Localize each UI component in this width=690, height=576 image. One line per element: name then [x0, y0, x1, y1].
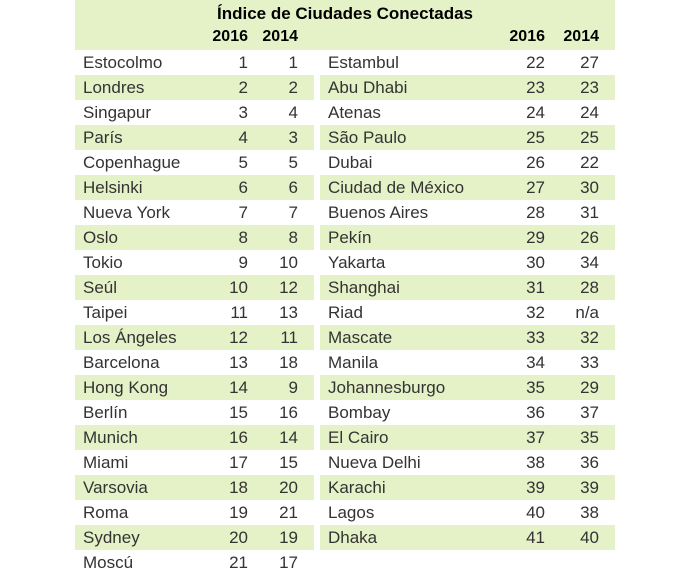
city-name: Nueva Delhi	[328, 453, 421, 472]
rank-2016: 26	[526, 153, 545, 172]
city-name: Los Ángeles	[83, 328, 177, 347]
city-name: Yakarta	[328, 253, 386, 272]
rank-2014: 39	[580, 478, 599, 497]
rank-2016: 7	[238, 203, 248, 222]
table-row	[320, 400, 615, 425]
city-name: Karachi	[328, 478, 386, 497]
table-row	[320, 50, 615, 75]
table-header	[75, 0, 615, 50]
city-name: París	[83, 128, 123, 147]
rank-2016: 14	[229, 378, 248, 397]
table-row	[320, 150, 615, 175]
rank-2014: 6	[288, 178, 298, 197]
rank-2016: 28	[526, 203, 545, 222]
rank-2014: 34	[580, 253, 599, 272]
rank-2014: 26	[580, 228, 599, 247]
city-name: Sydney	[83, 528, 140, 547]
table-row	[75, 75, 314, 100]
city-name: Manila	[328, 353, 379, 372]
rank-2016: 11	[230, 303, 248, 322]
rank-2016: 29	[526, 228, 545, 247]
rank-2014: 30	[580, 178, 599, 197]
rank-2016: 38	[526, 453, 545, 472]
table-row	[75, 200, 314, 225]
table-row	[320, 325, 615, 350]
rank-2014: 21	[279, 503, 298, 522]
rank-2014: 15	[279, 453, 298, 472]
city-name: Seúl	[83, 278, 118, 297]
table-row	[320, 200, 615, 225]
table-row	[75, 150, 314, 175]
table-row	[75, 475, 314, 500]
table-row	[320, 75, 615, 100]
rank-2014: n/a	[575, 303, 599, 322]
rank-2016: 40	[526, 503, 545, 522]
rank-2014: 12	[279, 278, 298, 297]
column-headers	[75, 26, 615, 50]
table-row	[320, 175, 615, 200]
rank-2014: 11	[280, 328, 298, 347]
city-name: El Cairo	[328, 428, 389, 447]
city-name: Helsinki	[83, 178, 143, 197]
rank-2014: 2	[288, 78, 298, 97]
table-row	[75, 500, 314, 525]
column-header-2016-left: 2016	[212, 28, 248, 45]
rank-2016: 30	[526, 253, 545, 272]
column-headers-left	[75, 26, 314, 50]
rank-2014: 17	[279, 553, 298, 572]
table-row	[320, 500, 615, 525]
rank-2014: 27	[580, 53, 599, 72]
rank-2016: 24	[526, 103, 545, 122]
rank-2016: 8	[238, 228, 248, 247]
city-name: Buenos Aires	[328, 203, 429, 222]
table-row	[75, 425, 314, 450]
rank-2016: 36	[526, 403, 545, 422]
city-name: Johannesburgo	[328, 378, 446, 397]
table-row	[320, 225, 615, 250]
city-name: Dhaka	[328, 528, 378, 547]
rank-2016: 25	[526, 128, 545, 147]
rank-2014: 5	[288, 153, 298, 172]
rank-2014: 24	[580, 103, 599, 122]
rank-2014: 3	[288, 128, 298, 147]
city-name: Nueva York	[83, 203, 170, 222]
table-row	[320, 125, 615, 150]
city-name: Abu Dhabi	[328, 78, 408, 97]
city-name: Taipei	[83, 303, 128, 322]
rank-2014: 40	[580, 528, 599, 547]
rank-2014: 14	[279, 428, 298, 447]
city-name: Atenas	[328, 103, 381, 122]
table-row	[320, 475, 615, 500]
rank-2014: 35	[580, 428, 599, 447]
rank-2016: 5	[238, 153, 248, 172]
rank-2016: 27	[526, 178, 545, 197]
table-row	[320, 100, 615, 125]
table-row	[75, 300, 314, 325]
rank-2016: 32	[526, 303, 545, 322]
rank-2016: 41	[526, 528, 545, 547]
rank-2014: 9	[288, 378, 298, 397]
table-body	[75, 50, 615, 575]
rank-2014: 1	[288, 53, 298, 72]
city-name: Berlín	[83, 403, 128, 422]
ranking-table	[75, 0, 615, 575]
rank-2016: 23	[526, 78, 545, 97]
table-row	[75, 275, 314, 300]
city-name: Shanghai	[328, 278, 400, 297]
rank-2016: 3	[238, 103, 248, 122]
table-row	[75, 250, 314, 275]
rank-2016: 20	[229, 528, 248, 547]
rank-2016: 12	[229, 328, 248, 347]
city-name: Lagos	[328, 503, 375, 522]
rank-2014: 22	[580, 153, 599, 172]
table-row	[75, 400, 314, 425]
city-name: Singapur	[83, 103, 152, 122]
table-row	[320, 425, 615, 450]
rank-2016: 9	[238, 253, 248, 272]
city-name: Hong Kong	[83, 378, 169, 397]
table-row	[75, 225, 314, 250]
rank-2014: 19	[279, 528, 298, 547]
table-row	[320, 250, 615, 275]
rank-2014: 36	[580, 453, 599, 472]
city-name: Pekín	[328, 228, 372, 247]
city-name: Copenhague	[83, 153, 181, 172]
rank-2016: 34	[526, 353, 545, 372]
table-row	[320, 450, 615, 475]
rank-2016: 6	[238, 178, 248, 197]
rank-2016: 2	[238, 78, 248, 97]
city-list-right	[320, 50, 615, 575]
rank-2014: 10	[279, 253, 298, 272]
rank-2016: 15	[229, 403, 248, 422]
table-row	[75, 325, 314, 350]
table-row	[75, 550, 314, 575]
rank-2014: 32	[580, 328, 599, 347]
rank-2014: 16	[279, 403, 298, 422]
city-column-spacer	[320, 26, 491, 50]
city-name: Tokio	[83, 253, 123, 272]
city-name: Ciudad de México	[328, 178, 465, 197]
city-name: Dubai	[328, 153, 373, 172]
column-header-2016-right: 2016	[509, 28, 545, 45]
rank-2016: 22	[526, 53, 545, 72]
city-name: São Paulo	[328, 128, 407, 147]
rank-2014: 28	[580, 278, 599, 297]
table-row	[75, 350, 314, 375]
column-headers-right	[320, 26, 615, 50]
city-name: Bombay	[328, 403, 391, 422]
rank-2014: 8	[288, 228, 298, 247]
rank-2016: 21	[229, 553, 248, 572]
rank-2016: 16	[229, 428, 248, 447]
rank-2014: 7	[288, 203, 298, 222]
city-name: Varsovia	[83, 478, 148, 497]
rank-2016: 35	[526, 378, 545, 397]
rank-2016: 33	[526, 328, 545, 347]
rank-2016: 31	[526, 278, 545, 297]
rank-2014: 25	[580, 128, 599, 147]
rank-2014: 38	[580, 503, 599, 522]
city-name: Mascate	[328, 328, 393, 347]
rank-2016: 19	[229, 503, 248, 522]
rank-2016: 4	[238, 128, 248, 147]
rank-2014: 29	[580, 378, 599, 397]
rank-2014: 33	[580, 353, 599, 372]
rank-2014: 18	[279, 353, 298, 372]
city-name: Riad	[328, 303, 363, 322]
rank-2014: 13	[279, 303, 298, 322]
city-list-left	[75, 50, 314, 575]
table-row	[320, 375, 615, 400]
table-row	[320, 525, 615, 550]
city-column-spacer	[75, 26, 198, 50]
city-name: Estambul	[328, 53, 399, 72]
table-title: Índice de Ciudades Conectadas	[216, 4, 473, 23]
table-row	[75, 450, 314, 475]
column-header-2014-right: 2014	[563, 28, 599, 45]
city-name: Roma	[83, 503, 129, 522]
table-row	[75, 100, 314, 125]
city-name: Estocolmo	[83, 53, 163, 72]
table-row	[320, 275, 615, 300]
rank-2014: 23	[580, 78, 599, 97]
rank-2014: 20	[279, 478, 298, 497]
rank-2016: 10	[229, 278, 248, 297]
rank-2014: 31	[580, 203, 599, 222]
rank-2014: 4	[288, 103, 298, 122]
city-name: Barcelona	[83, 353, 160, 372]
rank-2016: 39	[526, 478, 545, 497]
rank-2016: 17	[229, 453, 248, 472]
table-row	[75, 50, 314, 75]
table-row	[320, 300, 615, 325]
city-name: Miami	[83, 453, 129, 472]
table-row	[75, 175, 314, 200]
rank-2014: 37	[580, 403, 599, 422]
rank-2016: 13	[229, 353, 248, 372]
table-row	[75, 375, 314, 400]
city-name: Moscú	[83, 553, 134, 572]
city-name: Londres	[83, 78, 145, 97]
rank-2016: 18	[229, 478, 248, 497]
table-row	[320, 350, 615, 375]
rank-2016: 37	[526, 428, 545, 447]
table-row	[75, 525, 314, 550]
table-row	[75, 125, 314, 150]
column-header-2014-left: 2014	[262, 28, 298, 45]
city-name: Munich	[83, 428, 138, 447]
rank-2016: 1	[238, 53, 248, 72]
city-name: Oslo	[83, 228, 118, 247]
